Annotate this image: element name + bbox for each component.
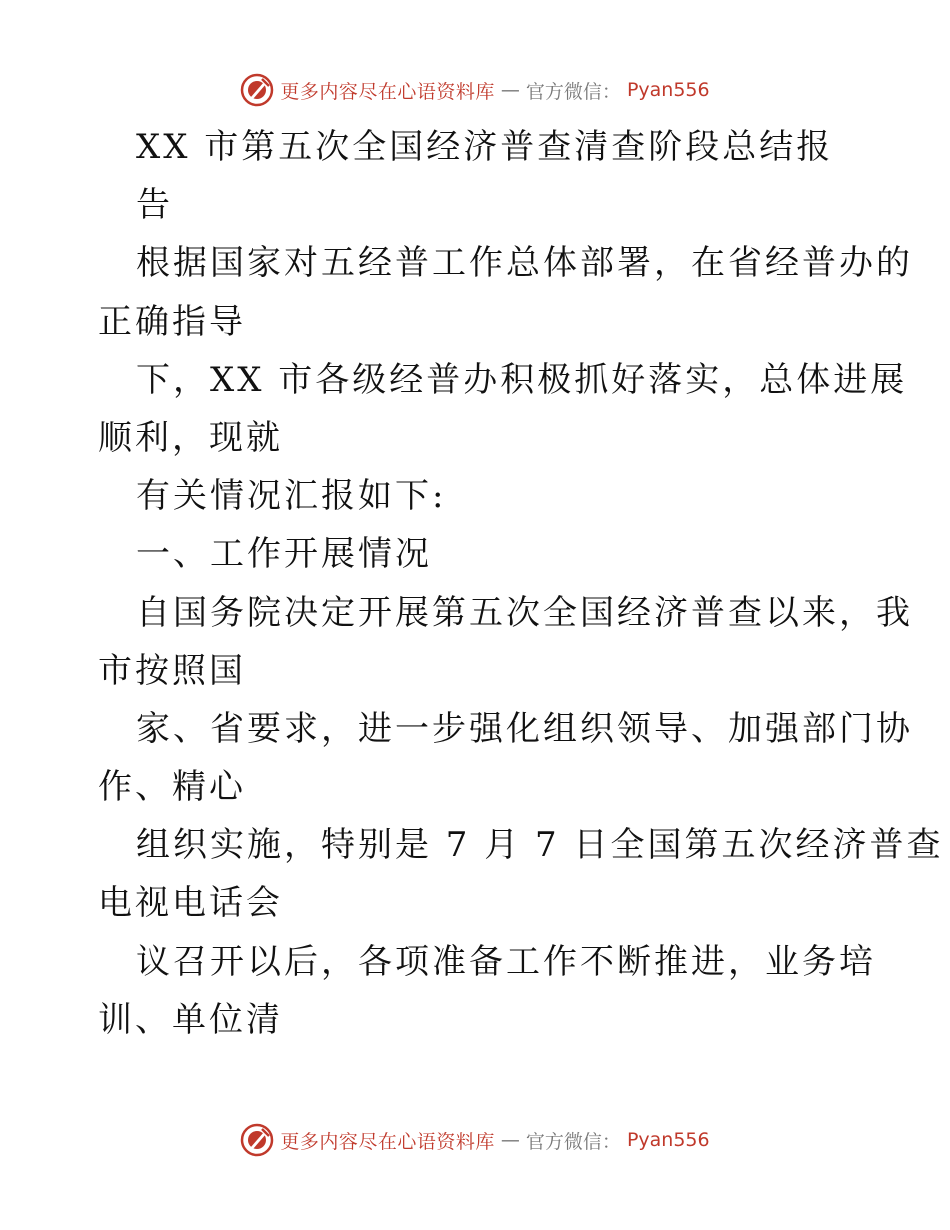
watermark-wechat-id: Pyan556: [626, 79, 710, 101]
document-text-line: 下，XX 市各级经普办积极抓好落实，总体进展: [136, 359, 908, 400]
document-text-line: 组织实施，特别是 7 月 7 日全国第五次经济普查: [136, 825, 944, 866]
document-text-line: 家、省要求，进一步强化组织领导、加强部门协: [136, 708, 913, 749]
brand-logo-icon: [240, 1123, 274, 1157]
watermark-brand-text: 更多内容尽在心语资料库: [280, 80, 495, 103]
watermark-separator: —: [500, 79, 520, 101]
watermark-brand-text: 更多内容尽在心语资料库: [280, 1130, 495, 1153]
watermark-official-label: 官方微信：: [525, 80, 621, 103]
document-text-line: 市按照国: [98, 650, 246, 691]
document-text-line: 自国务院决定开展第五次全国经济普查以来，我: [136, 592, 913, 633]
document-text-line: 议召开以后，各项准备工作不断推进，业务培: [136, 941, 876, 982]
brand-logo-icon: [240, 73, 274, 107]
document-text-line: 有关情况汇报如下:: [136, 476, 447, 517]
document-text-line: 根据国家对五经普工作总体部署，在省经普办的: [136, 243, 913, 284]
document-text-line: 作、精心: [98, 767, 246, 808]
document-text-line: 电视电话会: [98, 883, 283, 924]
document-text-line: 告: [136, 185, 173, 226]
document-text-line: 一、工作开展情况: [136, 534, 432, 575]
footer-watermark: [0, 1120, 950, 1160]
document-text-line: XX 市第五次全国经济普查清查阶段总结报: [136, 127, 834, 167]
document-text-line: 训、单位清: [98, 999, 283, 1040]
watermark-separator: —: [500, 1129, 520, 1151]
header-watermark: [0, 70, 950, 110]
document-text-line: 顺利，现就: [98, 417, 283, 458]
watermark-wechat-id: Pyan556: [626, 1129, 710, 1151]
document-text-line: 正确指导: [98, 301, 246, 342]
document-body: [98, 118, 944, 1049]
watermark-official-label: 官方微信：: [525, 1130, 621, 1153]
